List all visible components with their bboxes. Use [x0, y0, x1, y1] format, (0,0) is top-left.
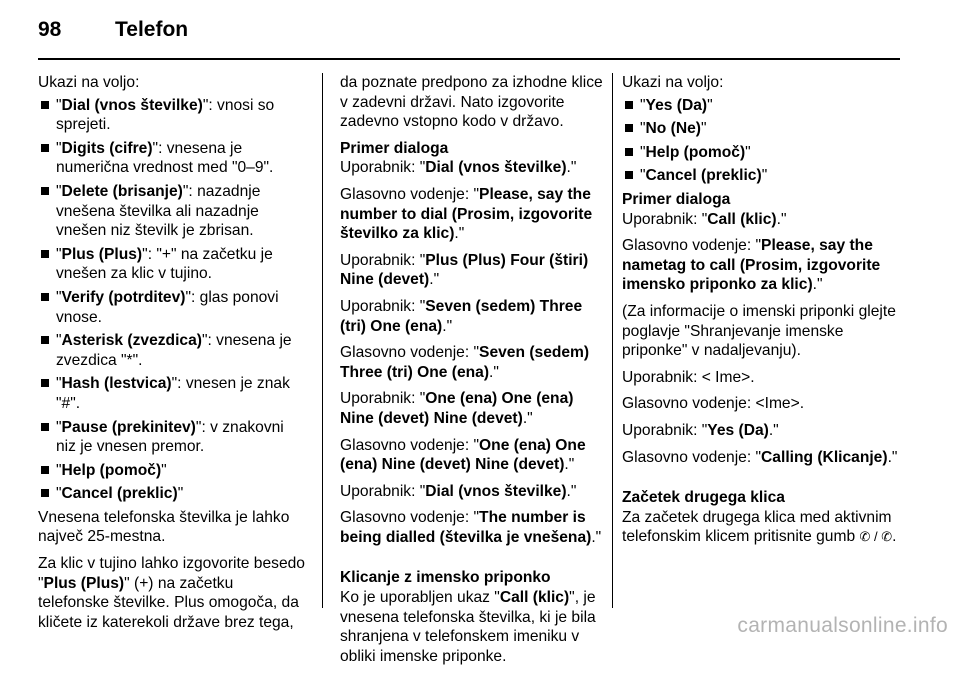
bullet-icon: [41, 144, 49, 152]
command-desc: : v znakovni niz je vnesen premor.: [56, 418, 284, 456]
text-run: .": [566, 482, 577, 500]
bullet-icon: [41, 423, 49, 431]
dialog-line: [340, 158, 608, 178]
list-item: "Help (pomoč)": [622, 143, 900, 163]
paragraph: da poznate predpono za izhodne klice v zadevni državi. Nato izgovorite zadevno vstopno kodo v državo.: [340, 74, 603, 131]
command-label: Asterisk (zvezdica): [61, 332, 202, 350]
speaker: Glasovno vodenje: ": [340, 185, 480, 203]
list-item: "Pause (prekinitev)": v znakovni niz je vnesen premor.: [38, 418, 306, 457]
spacer: [340, 554, 608, 568]
text-run: Za klic v tujino lahko izgovorite besedo ": [38, 555, 305, 592]
dialog-line: [340, 297, 608, 336]
speaker: Glasovno vodenje: ": [340, 344, 480, 362]
section-heading: Primer dialoga: [340, 139, 449, 157]
command-list: [622, 96, 900, 186]
list-item: "Dial (vnos številke)": vnosi so sprejeti.: [38, 96, 306, 135]
column-3: [622, 73, 900, 554]
list-item: "Delete (brisanje)": nazadnje vnešena številka ali nazadnje vnešen niz številk je zbrisan.: [38, 182, 306, 241]
speaker: Glasovno vodenje: ": [622, 448, 762, 466]
utterance: Yes (Da): [707, 421, 769, 439]
speaker: Glasovno vodenje: ": [340, 436, 480, 454]
command-label: Call (klic): [499, 589, 570, 607]
utterance: Seven (sedem) Three (tri) One (ena): [340, 297, 583, 335]
commands-intro: Ukazi na voljo:: [38, 74, 140, 91]
command-list: [38, 96, 306, 504]
text-run: Ko je uporabljen ukaz ": [340, 589, 500, 607]
utterance: Dial (vnos številke): [425, 159, 567, 177]
command-desc: : glas ponovi vnose.: [56, 288, 279, 326]
paragraph: [38, 554, 306, 632]
text-run: .": [429, 271, 440, 289]
dialog-line: [340, 185, 608, 244]
spacer: [622, 474, 900, 488]
list-item: "Asterisk (zvezdica)": vnesena je zvezdica "*".: [38, 331, 306, 370]
bullet-icon: [625, 124, 633, 132]
bullet-icon: [41, 379, 49, 387]
dialog-line: [340, 251, 608, 290]
paragraph: Vnesena telefonska številka je lahko največ 25-mestna.: [38, 508, 290, 546]
text-run: .": [566, 159, 577, 177]
text-run: .: [892, 528, 897, 546]
list-item: "Plus (Plus)": "+" na začetku je vnešen za klic v tujino.: [38, 245, 306, 284]
command-label: Help (pomoč): [61, 461, 162, 479]
text-run: .": [591, 528, 602, 546]
command-label: Cancel (preklic): [645, 167, 762, 185]
utterance: Call (klic): [707, 210, 777, 228]
bullet-icon: [41, 101, 49, 109]
bullet-icon: [41, 293, 49, 301]
page-header: [38, 18, 188, 48]
dialog-line: [622, 210, 900, 230]
command-label: Verify (potrditev): [61, 288, 186, 306]
text-run: .": [887, 448, 898, 466]
bullet-icon: [41, 336, 49, 344]
command-desc: : vnesena je zvezdica "*".: [56, 332, 292, 369]
text-run: .": [776, 210, 787, 228]
command-desc: : vnesen je znak "#".: [56, 375, 290, 412]
utterance: Calling (Klicanje): [761, 448, 888, 466]
speaker: Glasovno vodenje: ": [340, 509, 480, 527]
list-item: "Digits (cifre)": vnesena je numerična vrednost med "0–9".: [38, 139, 306, 178]
text-run: .": [564, 456, 575, 474]
speaker: Uporabnik: ": [622, 210, 708, 228]
command-label: Plus (Plus): [61, 245, 143, 263]
text-run: .": [812, 276, 823, 294]
utterance: One (ena) One (ena) Nine (devet) Nine (devet): [340, 390, 574, 427]
page-number: 98: [38, 18, 62, 41]
bullet-icon: [625, 101, 633, 109]
text-run: Za začetek drugega klica med aktivnim telefonskim klicem pritisnite gumb: [622, 508, 892, 546]
paragraph: [622, 508, 900, 547]
column-divider: [322, 73, 323, 608]
commands-intro: Ukazi na voljo:: [622, 74, 724, 91]
dialog-line: [340, 389, 608, 428]
text-run: .": [454, 225, 465, 243]
bullet-icon: [41, 489, 49, 497]
text-run: .": [442, 317, 453, 335]
paragraph: (Za informacije o imenski priponki glejte poglavje "Shranjevanje imenske priponke" v nadaljevanju).: [622, 302, 896, 360]
utterance: One (ena) One (ena) Nine (devet) Nine (devet): [340, 436, 586, 474]
list-item: "Yes (Da)": [622, 96, 900, 116]
list-item: "Hash (lestvica)": vnesen je znak "#".: [38, 374, 306, 413]
list-item: "Cancel (preklic)": [38, 484, 306, 504]
speaker: Uporabnik: ": [340, 390, 426, 408]
list-item: "Cancel (preklic)": [622, 166, 900, 186]
paragraph: [340, 588, 608, 666]
command-label: Dial (vnos številke): [61, 96, 203, 114]
list-item: "No (Ne)": [622, 119, 900, 139]
speaker: Uporabnik: ": [340, 251, 426, 269]
utterance: Plus (Plus) Four (štiri) Nine (devet): [340, 251, 589, 289]
text-run: ", je vnesena telefonska številka, ki je bila shranjena v telefonskem imeniku v obliki imenske priponke.: [340, 589, 596, 665]
speaker: Uporabnik: ": [340, 297, 426, 315]
text-run: .": [522, 409, 533, 427]
phone-icon: ✆ / ✆: [859, 529, 893, 545]
dialog-line: [622, 448, 900, 468]
speaker: Uporabnik: ": [622, 421, 708, 439]
utterance: Dial (vnos številke): [425, 482, 567, 500]
section-heading: Začetek drugega klica: [622, 489, 785, 507]
utterance: The number is being dialled (številka je vnešena): [340, 509, 592, 546]
section-heading: Primer dialoga: [622, 190, 731, 208]
command-label: Plus (Plus): [43, 574, 125, 592]
header-rule: [38, 58, 900, 60]
text-run: " (+) na začetku telefonske številke. Plus omogoča, da kličete iz katerekoli države brez tega,: [38, 574, 299, 631]
speaker: Glasovno vodenje: ": [622, 237, 762, 255]
bullet-icon: [41, 187, 49, 195]
page-title: Telefon: [115, 18, 189, 41]
bullet-icon: [41, 466, 49, 474]
dialog-line: Uporabnik: < Ime>.: [622, 368, 755, 386]
column-divider: [612, 73, 613, 608]
bullet-icon: [41, 250, 49, 258]
text-run: .": [489, 363, 499, 381]
dialog-line: [622, 421, 900, 441]
command-label: Digits (cifre): [61, 139, 153, 157]
command-desc: : vnosi so sprejeti.: [56, 96, 275, 134]
utterance: Please, say the nametag to call (Prosim, izgovorite imensko priponko za klic): [622, 237, 881, 294]
dialog-line: [340, 436, 608, 475]
utterance: Seven (sedem) Three (tri) One (ena): [340, 344, 590, 381]
command-label: Delete (brisanje): [61, 182, 183, 200]
dialog-line: Glasovno vodenje: <Ime>.: [622, 395, 805, 413]
watermark: carmanualsonline.info: [737, 614, 948, 637]
bullet-icon: [625, 171, 633, 179]
speaker: Uporabnik: ": [340, 482, 426, 500]
command-desc: : nazadnje vnešena številka ali nazadnje vnešen niz številk je zbrisan.: [56, 182, 261, 240]
command-desc: : vnesena je numerična vrednost med "0–9".: [56, 139, 274, 177]
utterance: Please, say the number to dial (Prosim, izgovorite številko za klic): [340, 185, 593, 243]
command-label: Help (pomoč): [645, 143, 746, 161]
list-item: "Verify (potrditev)": glas ponovi vnose.: [38, 288, 306, 327]
command-label: No (Ne): [645, 120, 701, 138]
column-1: [38, 73, 306, 639]
list-item: "Help (pomoč)": [38, 461, 306, 481]
command-label: Yes (Da): [645, 96, 708, 114]
command-label: Pause (prekinitev): [61, 418, 196, 436]
speaker: Uporabnik: ": [340, 159, 426, 177]
dialog-line: [622, 236, 900, 295]
bullet-icon: [625, 148, 633, 156]
dialog-line: [340, 343, 608, 382]
column-2: [340, 73, 608, 673]
text-run: .": [768, 421, 779, 439]
command-label: Hash (lestvica): [61, 375, 172, 393]
command-label: Cancel (preklic): [61, 485, 178, 503]
dialog-line: [340, 508, 608, 547]
command-desc: : "+" na začetku je vnešen za klic v tujino.: [56, 245, 273, 283]
dialog-line: [340, 482, 608, 502]
section-heading: Klicanje z imensko priponko: [340, 569, 551, 587]
